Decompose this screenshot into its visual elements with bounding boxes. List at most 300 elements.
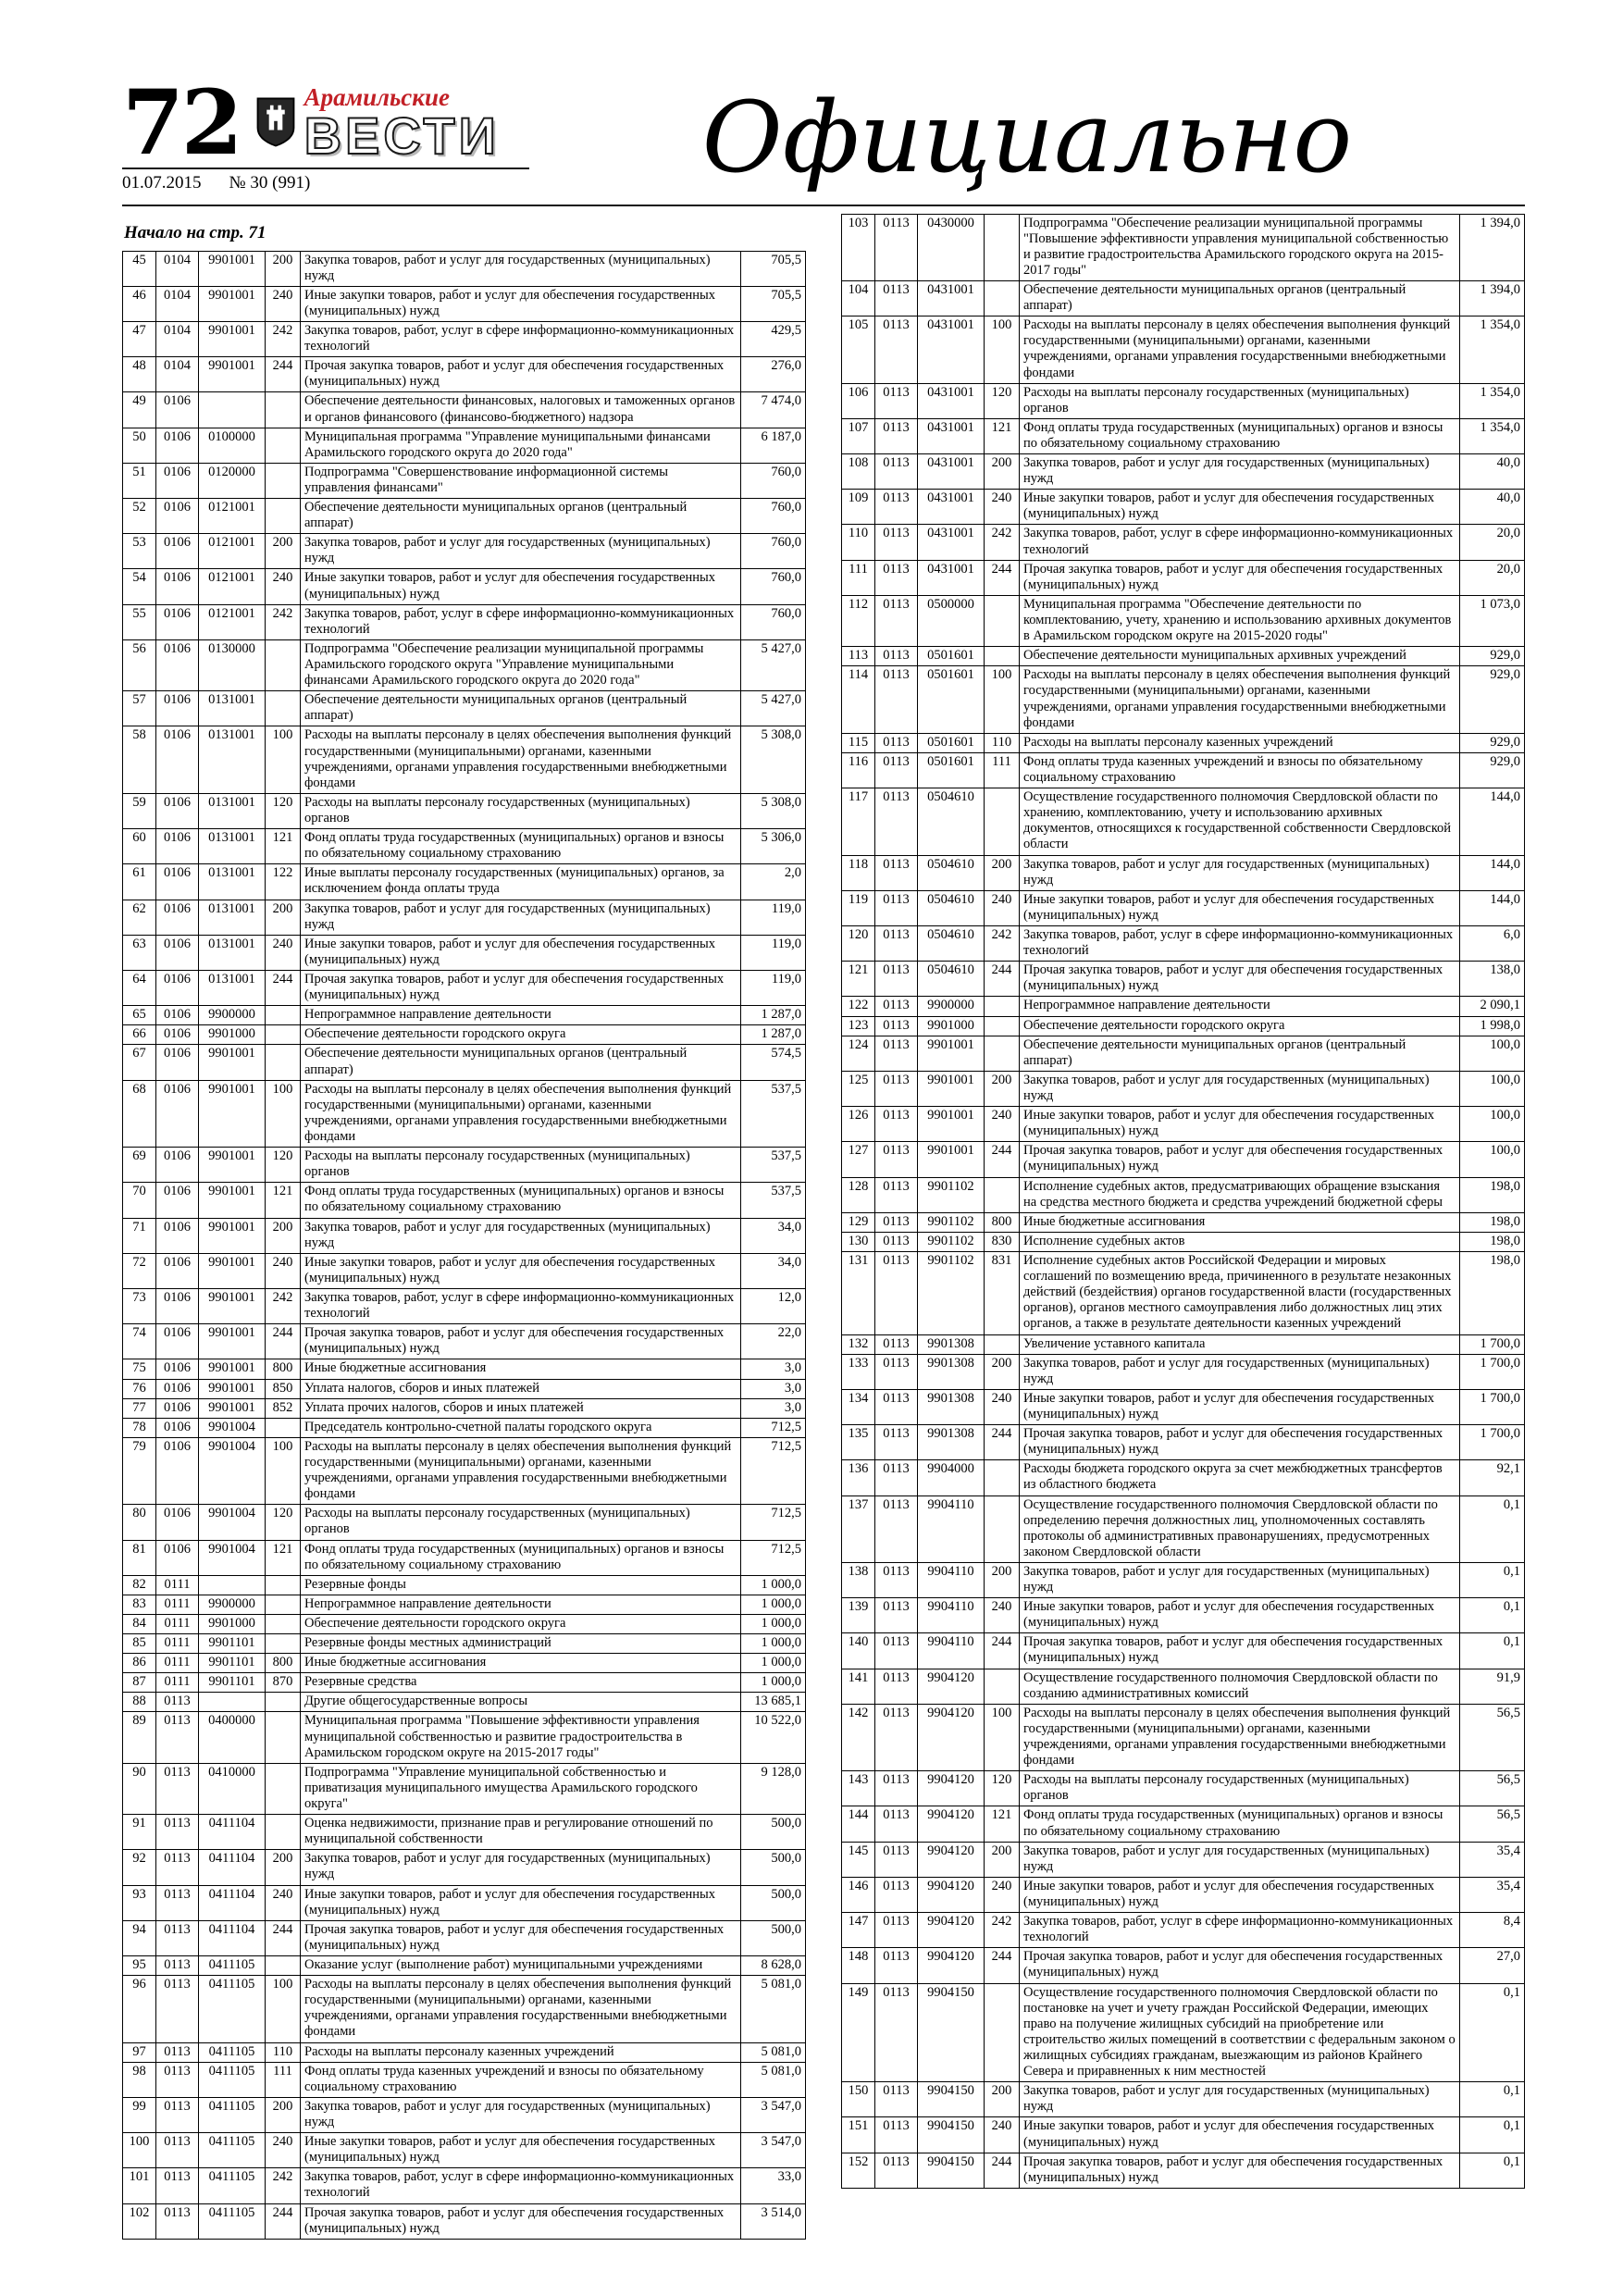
row-number: 75: [123, 1359, 156, 1379]
expense-type-code: [985, 280, 1020, 316]
budget-table-row: [123, 1080, 806, 1147]
expense-description: Обеспечение деятельности муниципальных органов (центральный аппарат): [1020, 1036, 1460, 1071]
budget-table-row: [123, 639, 806, 690]
expense-type-code: 200: [266, 1850, 301, 1885]
section-code: 0113: [875, 280, 918, 316]
budget-table-row: [123, 1379, 806, 1398]
amount-value: 20,0: [1460, 525, 1525, 560]
expense-type-code: 244: [985, 560, 1020, 595]
row-number: 65: [123, 1006, 156, 1025]
expense-type-code: 830: [985, 1232, 1020, 1251]
target-article-code: 0121001: [199, 569, 266, 604]
expense-type-code: [985, 1460, 1020, 1496]
section-code: 0106: [156, 1045, 199, 1080]
budget-table-row: [123, 1006, 806, 1025]
budget-table-row: [842, 1036, 1525, 1071]
amount-value: 100,0: [1460, 1036, 1525, 1071]
section-code: 0106: [156, 1148, 199, 1183]
section-code: 0113: [875, 1354, 918, 1389]
amount-value: 27,0: [1460, 1948, 1525, 1983]
expense-type-code: 244: [266, 357, 301, 392]
row-number: 81: [123, 1540, 156, 1575]
budget-table-row: [123, 1693, 806, 1712]
section-code: 0106: [156, 1324, 199, 1359]
section-code: 0106: [156, 691, 199, 726]
section-code: 0106: [156, 971, 199, 1006]
row-number: 117: [842, 788, 875, 855]
target-article-code: 0411105: [199, 2133, 266, 2168]
row-number: 97: [123, 2042, 156, 2062]
expense-type-code: 121: [266, 1540, 301, 1575]
expense-description: Закупка товаров, работ и услуг для государственных (муниципальных) нужд: [1020, 1354, 1460, 1389]
target-article-code: 9901001: [199, 321, 266, 356]
budget-table-row: [123, 691, 806, 726]
section-code: 0111: [156, 1614, 199, 1633]
row-number: 99: [123, 2097, 156, 2132]
target-article-code: 0411105: [199, 2168, 266, 2203]
expense-type-code: 800: [985, 1212, 1020, 1232]
expense-description: Осуществление государственного полномочия Свердловской области по определению перечня должностных лиц, уполномоченных составлять протоколы об административных правонарушениях, предусмотренных законом Свердловской области: [1020, 1496, 1460, 1562]
amount-value: 3,0: [741, 1359, 806, 1379]
budget-table-row: [123, 1324, 806, 1359]
expense-description: Оценка недвижимости, признание прав и регулирование отношений по муниципальной собственности: [301, 1815, 741, 1850]
target-article-code: 0430000: [918, 214, 985, 280]
target-article-code: 0131001: [199, 726, 266, 793]
expense-type-code: 110: [266, 2042, 301, 2062]
expense-type-code: [266, 1614, 301, 1633]
amount-value: 3,0: [741, 1398, 806, 1418]
target-article-code: 9904120: [918, 1704, 985, 1770]
amount-value: 5 306,0: [741, 829, 806, 864]
row-number: 113: [842, 647, 875, 666]
budget-table-row: [123, 726, 806, 793]
amount-value: 198,0: [1460, 1232, 1525, 1251]
target-article-code: 0120000: [199, 463, 266, 498]
expense-type-code: 200: [266, 534, 301, 569]
expense-description: Фонд оплаты труда государственных (муниципальных) органов и взносы по обязательному социальному страхованию: [1020, 418, 1460, 453]
row-number: 69: [123, 1148, 156, 1183]
section-code: 0113: [875, 1425, 918, 1460]
expense-type-code: 850: [266, 1379, 301, 1398]
section-code: 0113: [875, 1232, 918, 1251]
target-article-code: 0431001: [918, 316, 985, 383]
section-code: 0113: [156, 1956, 199, 1976]
target-article-code: 9904120: [918, 1669, 985, 1704]
amount-value: 705,5: [741, 251, 806, 286]
target-article-code: 0501601: [918, 733, 985, 752]
target-article-code: 9901101: [199, 1673, 266, 1693]
expense-description: Иные закупки товаров, работ и услуг для обеспечения государственных (муниципальных) нужд: [1020, 890, 1460, 925]
budget-table-row: [123, 864, 806, 900]
target-article-code: 0411104: [199, 1885, 266, 1920]
budget-table-row: [123, 1148, 806, 1183]
section-code: 0113: [875, 1913, 918, 1948]
section-code: 0106: [156, 534, 199, 569]
expense-type-code: [985, 1983, 1020, 2082]
target-article-code: 0100000: [199, 428, 266, 463]
expense-description: Обеспечение деятельности муниципальных архивных учреждений: [1020, 647, 1460, 666]
issue-date: 01.07.2015: [122, 172, 202, 192]
target-article-code: 9901001: [199, 1080, 266, 1147]
section-code: 0106: [156, 900, 199, 935]
target-article-code: 9901001: [918, 1036, 985, 1071]
expense-description: Подпрограмма "Совершенствование информационной системы управления финансами": [301, 463, 741, 498]
expense-type-code: 111: [266, 2062, 301, 2097]
budget-table-row: [123, 2062, 806, 2097]
section-code: 0113: [875, 1016, 918, 1036]
expense-description: Резервные средства: [301, 1673, 741, 1693]
row-number: 150: [842, 2082, 875, 2117]
amount-value: 5 427,0: [741, 639, 806, 690]
expense-type-code: 120: [985, 383, 1020, 418]
budget-table-row: [123, 1575, 806, 1595]
expense-type-code: 200: [985, 1562, 1020, 1597]
row-number: 145: [842, 1842, 875, 1877]
budget-table-row: [123, 2133, 806, 2168]
budget-table-row: [842, 647, 1525, 666]
budget-table-row: [842, 1107, 1525, 1142]
amount-value: 91,9: [1460, 1669, 1525, 1704]
row-number: 53: [123, 534, 156, 569]
amount-value: 500,0: [741, 1920, 806, 1955]
section-code: 0113: [156, 1920, 199, 1955]
target-article-code: 9904120: [918, 1877, 985, 1912]
target-article-code: 0504610: [918, 855, 985, 890]
target-article-code: 9900000: [199, 1006, 266, 1025]
expense-type-code: [266, 1815, 301, 1850]
budget-table-row: [842, 890, 1525, 925]
budget-table-row: [123, 1045, 806, 1080]
expense-type-code: [266, 1575, 301, 1595]
target-article-code: 0500000: [918, 595, 985, 646]
amount-value: 6 187,0: [741, 428, 806, 463]
expense-description: Обеспечение деятельности городского округа: [301, 1614, 741, 1633]
budget-table-row: [123, 971, 806, 1006]
budget-table-row: [123, 428, 806, 463]
row-number: 118: [842, 855, 875, 890]
section-code: 0106: [156, 1379, 199, 1398]
row-number: 112: [842, 595, 875, 646]
expense-description: Председатель контрольно-счетной палаты городского округа: [301, 1418, 741, 1437]
amount-value: 33,0: [741, 2168, 806, 2203]
amount-value: 144,0: [1460, 855, 1525, 890]
target-article-code: 9904110: [918, 1598, 985, 1633]
row-number: 138: [842, 1562, 875, 1597]
budget-table-row: [842, 962, 1525, 997]
expense-description: Обеспечение деятельности муниципальных органов (центральный аппарат): [301, 691, 741, 726]
expense-type-code: [985, 595, 1020, 646]
left-column: [122, 214, 806, 2240]
section-code: 0113: [875, 214, 918, 280]
expense-description: Другие общегосударственные вопросы: [301, 1693, 741, 1712]
expense-type-code: 110: [985, 733, 1020, 752]
expense-type-code: 244: [266, 2203, 301, 2239]
expense-type-code: 242: [266, 604, 301, 639]
section-code: 0113: [875, 1212, 918, 1232]
expense-type-code: 240: [985, 1877, 1020, 1912]
row-number: 66: [123, 1025, 156, 1045]
section-code: 0113: [875, 383, 918, 418]
section-code: 0106: [156, 793, 199, 828]
amount-value: 712,5: [741, 1437, 806, 1504]
expense-description: Расходы на выплаты персоналу государственных (муниципальных) органов: [1020, 383, 1460, 418]
section-code: 0106: [156, 1080, 199, 1147]
budget-table-row: [842, 1142, 1525, 1177]
amount-value: 40,0: [1460, 490, 1525, 525]
amount-value: 537,5: [741, 1080, 806, 1147]
row-number: 136: [842, 1460, 875, 1496]
target-article-code: 0411105: [199, 2097, 266, 2132]
budget-table-row: [123, 604, 806, 639]
page-number: 72: [122, 69, 241, 175]
amount-value: 3 547,0: [741, 2133, 806, 2168]
newspaper-logo: [255, 83, 500, 165]
expense-description: Закупка товаров, работ и услуг для государственных (муниципальных) нужд: [301, 251, 741, 286]
row-number: 64: [123, 971, 156, 1006]
expense-type-code: 240: [266, 935, 301, 970]
section-code: 0113: [875, 1771, 918, 1806]
target-article-code: 9901001: [199, 1148, 266, 1183]
amount-value: 1 700,0: [1460, 1334, 1525, 1354]
expense-description: Обеспечение деятельности финансовых, налоговых и таможенных органов и органов финансового (финансово-бюджетного) надзора: [301, 392, 741, 428]
expense-type-code: 100: [266, 1437, 301, 1504]
row-number: 141: [842, 1669, 875, 1704]
section-code: 0113: [875, 2117, 918, 2153]
target-article-code: 9901001: [199, 1379, 266, 1398]
expense-description: Закупка товаров, работ и услуг для государственных (муниципальных) нужд: [301, 900, 741, 935]
expense-description: Прочая закупка товаров, работ и услуг для обеспечения государственных (муниципальных) нужд: [301, 1920, 741, 1955]
target-article-code: 9901001: [199, 1398, 266, 1418]
row-number: 108: [842, 454, 875, 490]
budget-table-row: [842, 788, 1525, 855]
target-article-code: [199, 392, 266, 428]
expense-type-code: [266, 1763, 301, 1814]
expense-description: Расходы на выплаты персоналу в целях обеспечения выполнения функций государственными (муниципальными) органами, казенными учреждениями, органами управления государственными внебюджетными фондами: [301, 1080, 741, 1147]
section-code: 0106: [156, 569, 199, 604]
expense-type-code: 120: [266, 1148, 301, 1183]
section-code: 0111: [156, 1654, 199, 1673]
expense-description: Муниципальная программа "Повышение эффективности управления муниципальной собственностью и развитие градостроительства в Арамильском городском округе на 2015-2017 годы": [301, 1712, 741, 1763]
amount-value: 56,5: [1460, 1771, 1525, 1806]
budget-table-row: [123, 251, 806, 286]
amount-value: 138,0: [1460, 962, 1525, 997]
target-article-code: 9901004: [199, 1437, 266, 1504]
expense-type-code: 121: [985, 1806, 1020, 1842]
budget-table-row: [842, 595, 1525, 646]
section-code: 0106: [156, 463, 199, 498]
row-number: 142: [842, 1704, 875, 1770]
section-code: 0113: [156, 2133, 199, 2168]
expense-type-code: 244: [985, 962, 1020, 997]
section-code: 0106: [156, 639, 199, 690]
row-number: 119: [842, 890, 875, 925]
target-article-code: 9904110: [918, 1496, 985, 1562]
budget-table-row: [842, 316, 1525, 383]
target-article-code: 0431001: [918, 383, 985, 418]
target-article-code: 0504610: [918, 890, 985, 925]
expense-description: Прочая закупка товаров, работ и услуг для обеспечения государственных (муниципальных) нужд: [301, 1324, 741, 1359]
expense-description: Прочая закупка товаров, работ и услуг для обеспечения государственных (муниципальных) нужд: [1020, 962, 1460, 997]
expense-type-code: [266, 1025, 301, 1045]
expense-type-code: [985, 1177, 1020, 1212]
row-number: 133: [842, 1354, 875, 1389]
target-article-code: 9901308: [918, 1354, 985, 1389]
row-number: 67: [123, 1045, 156, 1080]
expense-type-code: [266, 1595, 301, 1614]
target-article-code: 0431001: [918, 525, 985, 560]
amount-value: 1 354,0: [1460, 418, 1525, 453]
budget-table-row: [842, 418, 1525, 453]
section-code: 0106: [156, 1183, 199, 1218]
expense-type-code: 242: [266, 1288, 301, 1323]
amount-value: 7 474,0: [741, 392, 806, 428]
expense-description: Иные закупки товаров, работ и услуг для обеспечения государственных (муниципальных) нужд: [301, 569, 741, 604]
row-number: 115: [842, 733, 875, 752]
row-number: 130: [842, 1232, 875, 1251]
target-article-code: 0501601: [918, 647, 985, 666]
amount-value: 1 700,0: [1460, 1389, 1525, 1424]
amount-value: 5 081,0: [741, 1976, 806, 2042]
amount-value: 1 287,0: [741, 1025, 806, 1045]
expense-description: Иные закупки товаров, работ и услуг для обеспечения государственных (муниципальных) нужд: [1020, 490, 1460, 525]
section-code: 0106: [156, 1218, 199, 1253]
row-number: 55: [123, 604, 156, 639]
expense-type-code: [985, 1669, 1020, 1704]
section-code: 0113: [875, 2082, 918, 2117]
row-number: 98: [123, 2062, 156, 2097]
section-code: 0113: [875, 1633, 918, 1669]
expense-description: Иные выплаты персоналу государственных (муниципальных) органов, за исключением фонда оплаты труда: [301, 864, 741, 900]
budget-table-row: [842, 1177, 1525, 1212]
expense-type-code: [985, 997, 1020, 1016]
masthead-top: [122, 69, 529, 175]
expense-type-code: 100: [266, 1976, 301, 2042]
amount-value: 2,0: [741, 864, 806, 900]
amount-value: 1 000,0: [741, 1673, 806, 1693]
section-code: 0113: [156, 1763, 199, 1814]
budget-table-row: [123, 1763, 806, 1814]
section-code: 0113: [156, 1885, 199, 1920]
continuation-note: Начало на стр. 71: [124, 222, 266, 242]
expense-description: Закупка товаров, работ и услуг для государственных (муниципальных) нужд: [1020, 1071, 1460, 1106]
section-code: 0111: [156, 1575, 199, 1595]
target-article-code: 0501601: [918, 666, 985, 733]
brand-name: ВЕСТИ: [304, 106, 500, 165]
expense-description: Подпрограмма "Обеспечение реализации муниципальной программы "Повышение эффективности управления муниципальной собственностью и развитие градостроительства Арамильского городского округа на 2015-2017 годы": [1020, 214, 1460, 280]
expense-type-code: 200: [985, 1071, 1020, 1106]
target-article-code: 0504610: [918, 962, 985, 997]
amount-value: 56,5: [1460, 1704, 1525, 1770]
row-number: 52: [123, 499, 156, 534]
expense-description: Обеспечение деятельности муниципальных органов (центральный аппарат): [301, 499, 741, 534]
target-article-code: 9904000: [918, 1460, 985, 1496]
target-article-code: 0130000: [199, 639, 266, 690]
amount-value: 929,0: [1460, 752, 1525, 788]
expense-description: Муниципальная программа "Обеспечение деятельности по комплектованию, учету, хранению и использованию архивных документов в Арамильском городском округе на 2015-2020 годы": [1020, 595, 1460, 646]
row-number: 149: [842, 1983, 875, 2082]
row-number: 45: [123, 251, 156, 286]
target-article-code: 9901000: [199, 1614, 266, 1633]
target-article-code: 9901001: [199, 1183, 266, 1218]
budget-table-row: [842, 214, 1525, 280]
target-article-code: 9901101: [199, 1634, 266, 1654]
expense-description: Непрограммное направление деятельности: [301, 1595, 741, 1614]
expense-type-code: 240: [266, 1253, 301, 1288]
expense-type-code: 800: [266, 1359, 301, 1379]
budget-table-row: [842, 997, 1525, 1016]
expense-description: Подпрограмма "Обеспечение реализации муниципальной программы Арамильского городского округа "Управление муниципальными финансами Арамильского городского округа до 2020 года": [301, 639, 741, 690]
expense-type-code: 100: [985, 316, 1020, 383]
amount-value: 5 081,0: [741, 2042, 806, 2062]
amount-value: 929,0: [1460, 733, 1525, 752]
amount-value: 712,5: [741, 1418, 806, 1437]
expense-type-code: 870: [266, 1673, 301, 1693]
amount-value: 0,1: [1460, 2117, 1525, 2153]
target-article-code: 0131001: [199, 971, 266, 1006]
budget-table-row: [842, 1983, 1525, 2082]
row-number: 134: [842, 1389, 875, 1424]
section-code: 0106: [156, 1437, 199, 1504]
budget-table-row: [842, 1633, 1525, 1669]
row-number: 128: [842, 1177, 875, 1212]
budget-table-row: [123, 1850, 806, 1885]
budget-table-row: [842, 1806, 1525, 1842]
expense-description: Прочая закупка товаров, работ и услуг для обеспечения государственных (муниципальных) нужд: [301, 357, 741, 392]
expense-type-code: 121: [266, 829, 301, 864]
section-code: 0113: [875, 855, 918, 890]
amount-value: 1 700,0: [1460, 1425, 1525, 1460]
target-article-code: [199, 1575, 266, 1595]
row-number: 95: [123, 1956, 156, 1976]
amount-value: 760,0: [741, 569, 806, 604]
expense-type-code: 240: [266, 286, 301, 321]
expense-description: Прочая закупка товаров, работ и услуг для обеспечения государственных (муниципальных) нужд: [301, 971, 741, 1006]
section-code: 0106: [156, 1359, 199, 1379]
expense-description: Прочая закупка товаров, работ и услуг для обеспечения государственных (муниципальных) нужд: [1020, 1948, 1460, 1983]
section-code: 0113: [875, 1496, 918, 1562]
target-article-code: 9901001: [918, 1142, 985, 1177]
masthead: [122, 69, 529, 193]
row-number: 88: [123, 1693, 156, 1712]
target-article-code: 0504610: [918, 926, 985, 962]
budget-table-row: [842, 2117, 1525, 2153]
row-number: 143: [842, 1771, 875, 1806]
section-code: 0113: [875, 1562, 918, 1597]
section-code: 0113: [875, 490, 918, 525]
target-article-code: 9901308: [918, 1334, 985, 1354]
row-number: 91: [123, 1815, 156, 1850]
row-number: 72: [123, 1253, 156, 1288]
amount-value: 35,4: [1460, 1842, 1525, 1877]
amount-value: 1 287,0: [741, 1006, 806, 1025]
row-number: 93: [123, 1885, 156, 1920]
expense-description: Фонд оплаты труда государственных (муниципальных) органов и взносы по обязательному социальному страхованию: [301, 1540, 741, 1575]
expense-description: Иные бюджетные ассигнования: [301, 1359, 741, 1379]
target-article-code: 9901308: [918, 1425, 985, 1460]
target-article-code: 9901001: [918, 1071, 985, 1106]
row-number: 54: [123, 569, 156, 604]
amount-value: 537,5: [741, 1148, 806, 1183]
expense-description: Прочая закупка товаров, работ и услуг для обеспечения государственных (муниципальных) нужд: [1020, 1425, 1460, 1460]
expense-type-code: 240: [266, 2133, 301, 2168]
expense-description: Фонд оплаты труда казенных учреждений и взносы по обязательному социальному страхованию: [1020, 752, 1460, 788]
amount-value: 0,1: [1460, 1598, 1525, 1633]
expense-description: Исполнение судебных актов Российской Федерации и мировых соглашений по возмещению вреда, причиненного в результате незаконных действий (бездействия) органов государственной власти (государственных органов), органов местного самоуправления либо должностных лиц этих органов, а также в результате деятельности казенных учреждений: [1020, 1251, 1460, 1334]
row-number: 129: [842, 1212, 875, 1232]
expense-description: Осуществление государственного полномочия Свердловской области по созданию административных комиссий: [1020, 1669, 1460, 1704]
budget-table-row: [123, 1253, 806, 1288]
amount-value: 8,4: [1460, 1913, 1525, 1948]
